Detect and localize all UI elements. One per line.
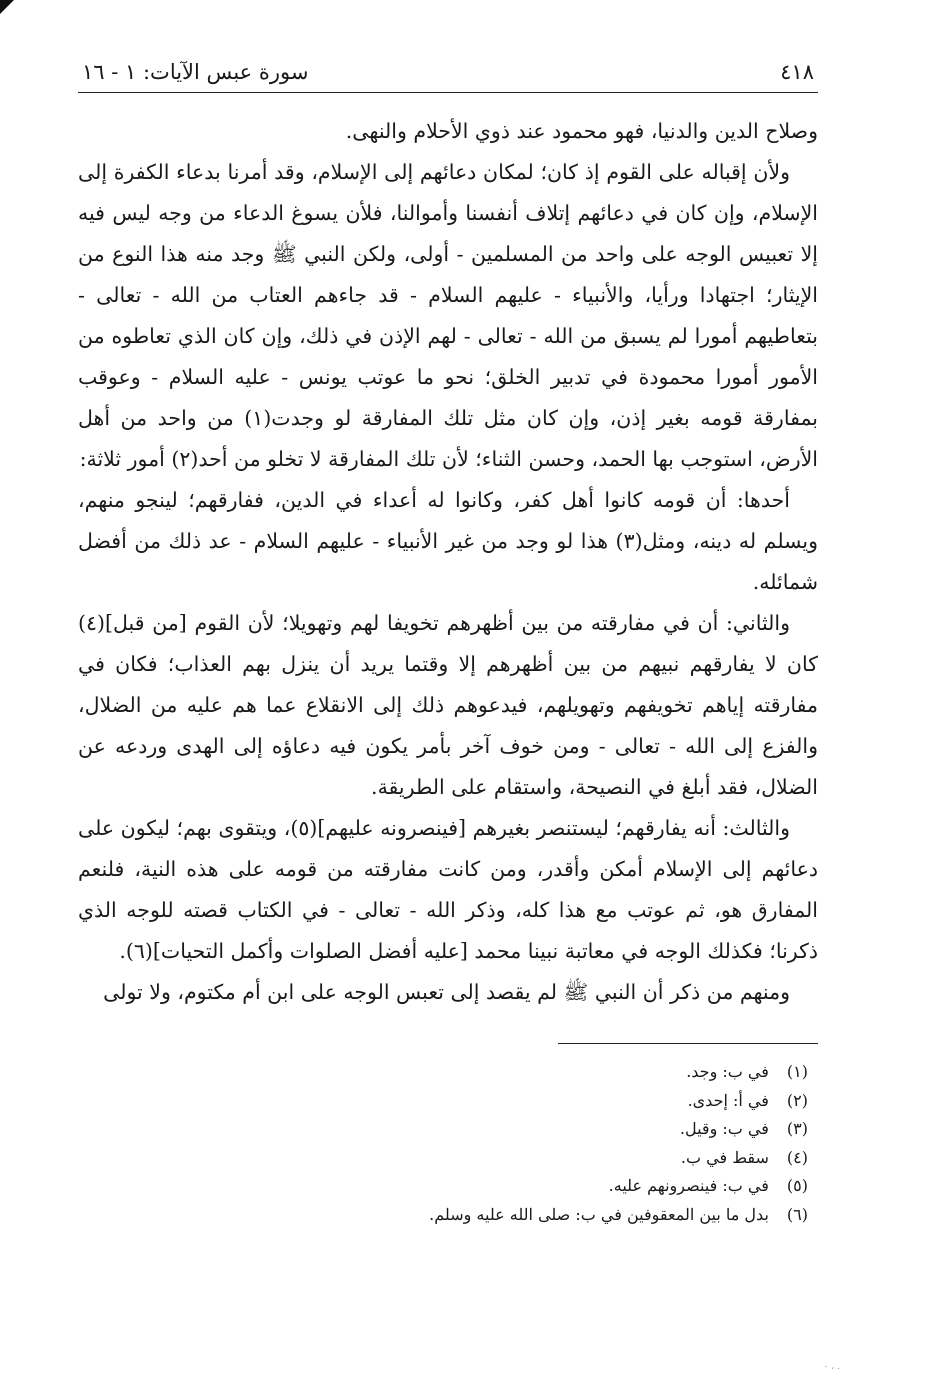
footnote-number: (٢) xyxy=(786,1090,808,1110)
footnote xyxy=(78,1058,818,1087)
paragraph: ولأن إقباله على القوم إذ كان؛ لمكان دعائهم إلى الإسلام، وقد أمرنا بدعاء الكفرة إلى الإسلام، وإن كان في دعائهم إتلاف أنفسنا وأموالنا، فلأن يسوغ الدعاء من وجه ليس فيه إلا تعبيس الوجه على واحد من المسلمين - أولى، ولكن النبي ﷺ وجد منه هذا النوع من الإيثار؛ اجتهادا ورأيا، والأنبياء - عليهم السلام - قد جاءهم العتاب من الله - تعالى - بتعاطيهم أمورا لم يسبق من الله - تعالى - لهم الإذن في ذلك، وإن كان الذي تعاطوه من الأمور أمورا محمودة في تدبير الخلق؛ نحو ما عوتب يونس - عليه السلام - وعوقب بمفارقة قومه بغير إذن، وإن كان مثل تلك المفارقة لو وجدت(١) من واحد من أهل الأرض، استوجب بها الحمد، وحسن الثناء؛ لأن تلك المفارقة لا تخلو من أحد(٢) أمور ثلاثة: xyxy=(78,160,819,471)
footnote-separator xyxy=(558,1043,818,1044)
paragraph: وصلاح الدين والدنيا، فهو محمود عند ذوي الأحلام والنهى. xyxy=(345,119,818,143)
footnote-number: (٣) xyxy=(786,1119,808,1138)
footnotes xyxy=(78,1058,818,1229)
footnote-number: (١) xyxy=(786,1062,808,1081)
footnote xyxy=(78,1172,818,1201)
footnote-text: في ب: وجد. xyxy=(686,1062,769,1081)
book-page xyxy=(78,60,818,1229)
footnote xyxy=(78,1201,818,1230)
main-text xyxy=(78,111,818,1013)
footnote xyxy=(78,1144,818,1173)
scan-marks: ٠ ، . xyxy=(823,1362,840,1372)
footnote-text: في ب: وقيل. xyxy=(679,1119,769,1138)
scan-corner-mark xyxy=(0,0,14,14)
footnote-text: سقط في ب. xyxy=(680,1147,769,1167)
paragraph: والثالث: أنه يفارقهم؛ ليستنصر بغيرهم [فينصرونه عليهم](٥)، ويتقوى بهم؛ ليكون على دعائهم إلى الإسلام أمكن وأقدر، ومن كانت مفارقته من قومه على هذه النية، فلنعم المفارق هو، ثم عوتب مع هذا كله، وذكر الله - تعالى - في الكتاب قصته للوجه الذي ذكرنا؛ فكذلك الوجه في معاتبة نبينا محمد [عليه أفضل الصلوات وأكمل التحيات](٦). xyxy=(78,816,818,963)
footnote-number: (٥) xyxy=(786,1176,808,1195)
paragraph: والثاني: أن في مفارقته من بين أظهرهم تخويفا لهم وتهويلا؛ لأن القوم [من قبل](٤) كان لا يفارقهم نبيهم من بين أظهرهم إلا وقتما يريد أن ينزل بهم العذاب؛ فكان في مفارقته إياهم تخويفهم وتهويلهم، فيدعوهم ذلك إلى الانقلاع عما هم عليه من الضلال، والفزع إلى الله - تعالى - ومن خوف آخر بأمر يكون فيه دعاؤه إلى الهدى وردعه عن الضلال، فقد أبلغ في النصيحة، واستقام على الطريقة. xyxy=(78,611,818,799)
footnote xyxy=(78,1115,818,1144)
footnote-text: في أ: إحدى. xyxy=(687,1090,769,1110)
footnote-number: (٤) xyxy=(786,1147,808,1167)
page-number: ٤١٨ xyxy=(780,60,814,84)
running-title: سورة عبس الآيات: ١ - ١٦ xyxy=(82,60,309,84)
page-header xyxy=(78,60,818,93)
footnote-number: (٦) xyxy=(786,1204,808,1224)
footnote xyxy=(78,1087,818,1116)
footnote-text: في ب: فينصرونهم عليه. xyxy=(608,1176,769,1195)
footnote-text: بدل ما بين المعقوفين في ب: صلى الله عليه وسلم. xyxy=(429,1204,769,1224)
paragraph: ومنهم من ذكر أن النبي ﷺ لم يقصد إلى تعبس الوجه على ابن أم مكتوم، ولا تولى xyxy=(103,980,790,1004)
paragraph: أحدها: أن قومه كانوا أهل كفر، وكانوا له أعداء في الدين، ففارقهم؛ لينجو منهم، ويسلم له دينه، ومثل(٣) هذا لو وجد من غير الأنبياء - عليهم السلام - عد ذلك من أفضل شمائله. xyxy=(78,488,818,594)
